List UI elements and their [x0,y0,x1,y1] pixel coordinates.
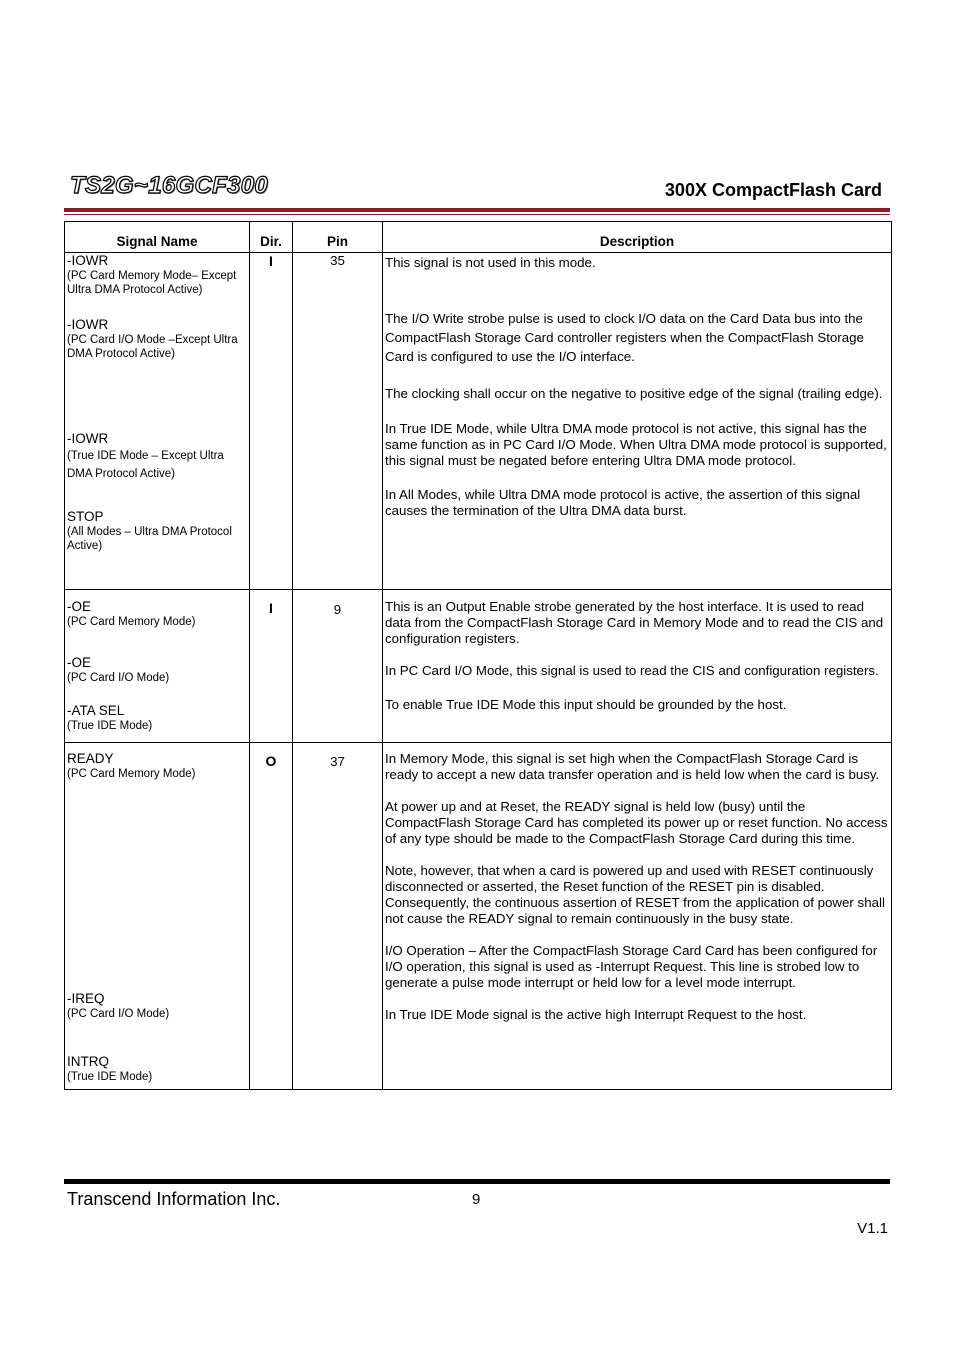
description-cell [383,590,892,743]
pin-cell: 37 [293,743,383,1090]
description-paragraph: The clocking shall occur on the negative to positive edge of the signal (trailing edge). [385,386,883,401]
signal-name: READY [67,751,114,766]
signal-mode: (All Modes – Ultra DMA Protocol Active) [67,526,232,552]
signal-mode: (PC Card I/O Mode –Except Ultra DMA Protocol Active) [67,334,238,360]
signal-mode: (PC Card Memory Mode– Except Ultra DMA Protocol Active) [67,270,237,296]
description-paragraph: This signal is not used in this mode. [385,255,596,270]
signal-name-cell [65,590,250,743]
signal-name: -IREQ [67,991,105,1006]
signal-name: -ATA SEL [67,703,125,718]
description-paragraph: In PC Card I/O Mode, this signal is used to read the CIS and configuration registers. [385,663,879,678]
signal-mode: (PC Card Memory Mode) [67,768,196,780]
signal-table [64,221,892,1090]
description-paragraph: To enable True IDE Mode this input should be grounded by the host. [385,697,787,712]
dir-cell: I [250,253,293,590]
table-header-row [65,222,892,253]
description-paragraph: In All Modes, while Ultra DMA mode protocol is active, the assertion of this signal causes the termination of the Ultra DMA data burst. [385,487,861,518]
signal-name: -OE [67,599,92,614]
signal-mode: (PC Card I/O Mode) [67,1008,170,1020]
signal-mode: (PC Card Memory Mode) [67,616,196,628]
footer-company: Transcend Information Inc. [67,1189,281,1209]
column-header-pin: Pin [293,222,383,253]
description-paragraph: At power up and at Reset, the READY signal is held low (busy) until the CompactFlash Storage Card has completed its power up or reset function. No access of any type should be made to the CompactFlash Storage Card during this time. [385,799,888,846]
description-cell [383,253,892,590]
description-paragraph: In Memory Mode, this signal is set high when the CompactFlash Storage Card is ready to accept a new data transfer operation and is held low when the card is busy. [385,751,880,782]
signal-mode: (True IDE Mode) [67,720,153,732]
table-row [65,590,892,743]
description-paragraph: I/O Operation – After the CompactFlash Storage Card Card has been configured for I/O operation, this signal is used as -Interrupt Request. This line is strobed low to generate a pulse mode interrupt or held low for a level mode interrupt. [385,943,878,990]
description-paragraph: The I/O Write strobe pulse is used to clock I/O data on the Card Data bus into the CompactFlash Storage Card controller registers when the CompactFlash Storage Card is configured to use the I/O interface. [385,311,864,364]
description-cell [383,743,892,1090]
description-paragraph: Note, however, that when a card is powered up and used with RESET continuously disconnected or asserted, the Reset function of the RESET pin is disabled. Consequently, the continuous assertion of RESET from the application of power shall not cause the READY signal to remain continuously in the busy state. [385,863,885,926]
signal-name: INTRQ [67,1054,109,1069]
signal-name-cell [65,743,250,1090]
document-version: V1.1 [857,1220,888,1237]
dir-cell: O [250,743,293,1090]
signal-mode: (True IDE Mode – Except Ultra DMA Protocol Active) [67,450,224,480]
column-header-dir: Dir. [250,222,293,253]
dir-cell: I [250,590,293,743]
column-header-signal-name: Signal Name [65,222,250,253]
column-header-description: Description [383,222,892,253]
description-paragraph: In True IDE Mode, while Ultra DMA mode protocol is not active, this signal has the same function as in PC Card I/O Mode. When Ultra DMA mode protocol is supported, this signal must be negated before entering Ultra DMA mode protocol. [385,421,887,468]
signal-name: -IOWR [67,253,109,268]
pin-cell: 35 [293,253,383,590]
page-number: 9 [472,1191,481,1208]
header-rule [64,208,890,212]
header-rule-thin [64,214,890,215]
description-paragraph: This is an Output Enable strobe generated by the host interface. It is used to read data from the CompactFlash Storage Card in Memory Mode and to read the CIS and configuration registers. [385,599,884,646]
pin-cell: 9 [293,590,383,743]
footer-rule [64,1179,890,1184]
product-title: TS2G~16GCF300 [70,172,268,199]
table-row [65,743,892,1090]
signal-name: -IOWR [67,317,109,332]
signal-mode: (PC Card I/O Mode) [67,672,170,684]
product-subtitle: 300X CompactFlash Card [664,180,882,200]
description-paragraph: In True IDE Mode signal is the active high Interrupt Request to the host. [385,1007,807,1022]
signal-mode: (True IDE Mode) [67,1071,153,1083]
table-row [65,253,892,590]
signal-name: STOP [67,509,104,524]
signal-name-cell [65,253,250,590]
signal-name: -IOWR [67,431,109,446]
signal-name: -OE [67,655,92,670]
